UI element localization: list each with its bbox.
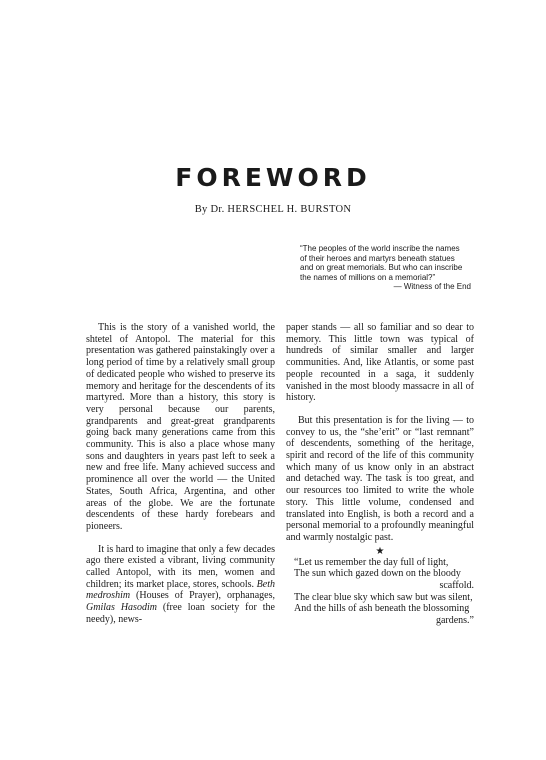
closing-poem [286,557,474,627]
poem-line: “Let us remember the day full of light, [294,556,449,568]
poem-line: The sun which gazed down on the bloody [294,568,461,580]
poem-line: And the hills of ash beneath the blossoming [294,603,470,615]
page-title: FOREWORD [175,163,371,192]
author-byline: By Dr. HERSCHEL H. BURSTON [194,204,352,215]
text-column-right [286,322,474,627]
italic-term-gmilas-hasodim: Gmilas Hasodim [86,602,157,614]
paragraph-3: But this presentation is for the living — to convey to us, the “she’erit” or “last remnant” of descendents, something of the heritage, spirit and record of the life of this community which many of us know only in an abstract and detached way. The task is too great, and our resources too limited to write the whole story. This little volume, condensed and translated into English, is both a record and a personal memorial to a profoundly meaningful and warmly nostalgic past. [286,414,474,543]
star-separator: ★ [375,545,385,557]
paragraph-2-text: (Houses of Prayer), orphanages, [130,590,275,602]
epigraph-line: of their heroes and martyrs beneath statues [300,253,455,263]
paragraph-2-text: It is hard to imagine that only a few decades ago there existed a vibrant, living community called Antopol, with its men, women and children; its market place, stores, schools. [86,543,275,590]
text-column-left [86,322,275,637]
paragraph-2 [86,544,275,626]
paragraph-2-text: (free loan society for the needy), news- [86,602,275,625]
epigraph-source: — Witness of the End [393,282,471,292]
epigraph-line: the names of millions on a memorial?” [300,272,436,282]
poem-line: scaffold. [439,580,474,592]
italic-term-beth-medroshim: Beth medroshim [86,578,275,602]
epigraph-line: “The peoples of the world inscribe the names [300,244,460,253]
poem-line: The clear blue sky which saw but was silent, [294,591,473,603]
epigraph-line: and on great memorials. But who can inscribe [300,263,463,273]
paragraph-2-continued: paper stands — all so familiar and so dear to memory. This little town was typical of hundreds of similar smaller and larger communities. And, like Atlantis, or some past people recounted in a saga, it suddenly vanished in the most bloody massacre in all of history. [286,322,474,404]
paragraph-1: This is the story of a vanished world, the shtetel of Antopol. The material for this presentation was gathered painstakingly over a long period of time by a relatively small group of dedicated people who wished to preserve its memory and heritage for the descendents of its martyred. More than a history, this story is very personal because our parents, grandparents and great-great grandparents going back many generations came from this community. This is also a place whose many sons and daughters in years past left to seek a new and free life. Many achieved success and prominence all over the world — the United States, South Africa, Argentina, and other areas of the globe. We are the fortunate descendents of these hardy forebears and pioneers. [86,322,275,532]
poem-line: gardens.” [435,615,474,627]
epigraph-quote [300,244,475,292]
